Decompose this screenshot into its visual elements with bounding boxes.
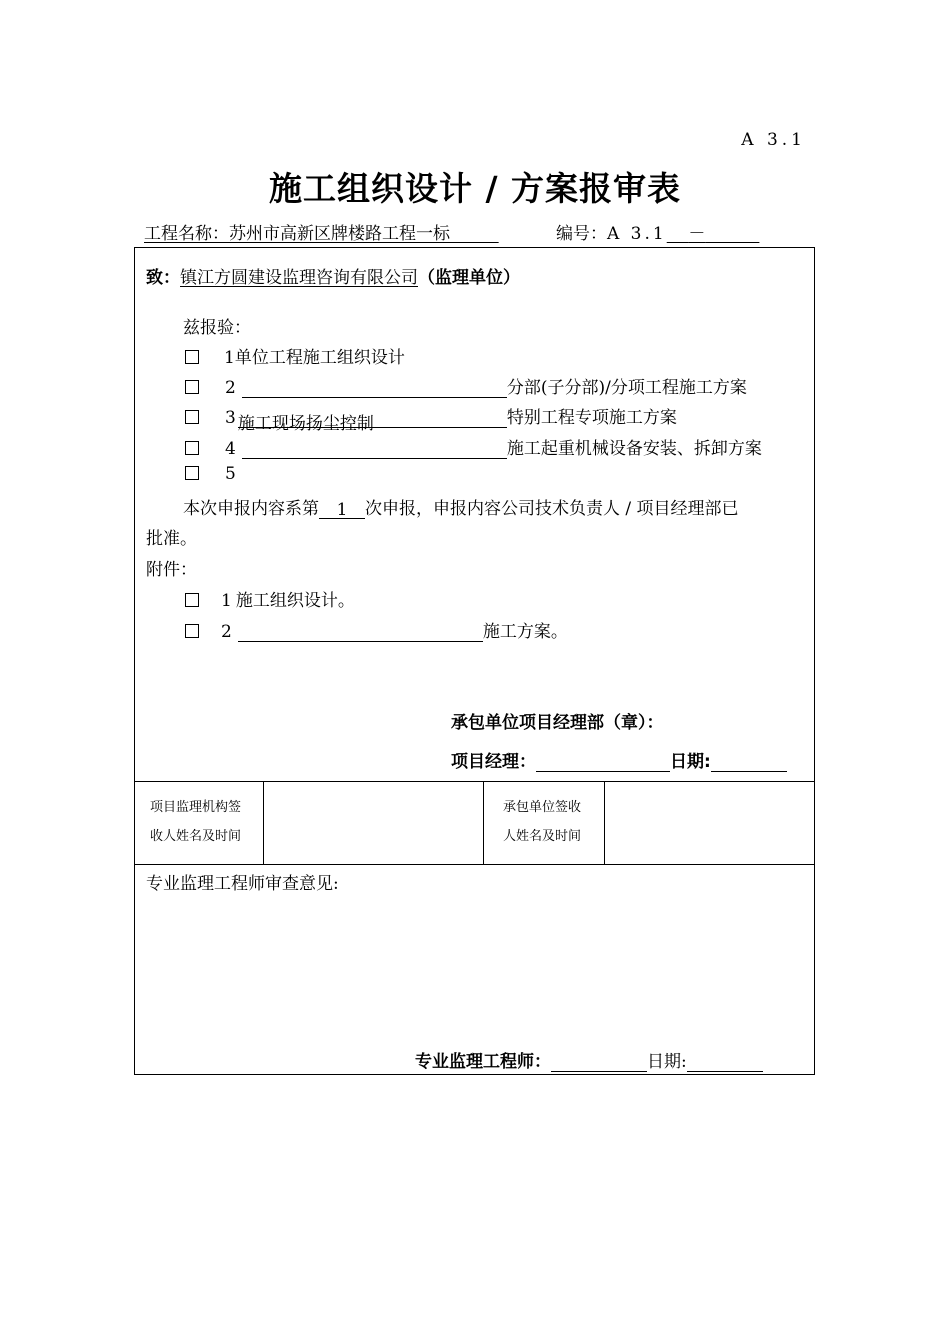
addressee-line (146, 263, 520, 288)
declaration-cont: 批准。 (146, 529, 197, 549)
checkbox[interactable] (185, 624, 199, 638)
fill-blank[interactable] (242, 440, 507, 459)
fill-blank[interactable] (238, 623, 483, 642)
fill-blank[interactable] (242, 379, 507, 398)
engineer-sign-line: 专业监理工程师： 日期: (415, 1047, 763, 1072)
project-name-line (144, 219, 499, 244)
number-separator: － (688, 224, 706, 244)
supervision-unit: 镇江方圆建设监理咨询有限公司 (180, 268, 418, 288)
review-section (135, 863, 814, 1074)
contractor-dept-label: 承包单位项目经理部（章）： (451, 713, 664, 733)
checkbox[interactable] (185, 410, 199, 424)
submission-section (135, 248, 814, 781)
list-item: 3 施工现场扬尘控制 特别工程专项施工方案 (185, 403, 677, 428)
checkbox[interactable] (185, 380, 199, 394)
number-label: 编号： (556, 224, 607, 244)
number-value: A 3.1 (607, 224, 667, 244)
submission-count: 1 (336, 500, 348, 520)
attachment-item: 2 施工方案。 (185, 617, 568, 642)
submit-intro: 兹报验： (183, 318, 251, 338)
review-opinion-label: 专业监理工程师审查意见: (146, 874, 339, 894)
receipt-row (135, 781, 814, 865)
engineer-date-field[interactable] (687, 1053, 763, 1072)
project-name: 苏州市高新区牌楼路工程一标 (229, 224, 450, 244)
fill-blank[interactable]: 施工现场扬尘控制 (238, 409, 507, 428)
declaration: 本次申报内容系第 1 次申报，申报内容公司技术负责人 / 项目经理部已 (183, 499, 739, 520)
checkbox[interactable] (185, 593, 199, 607)
form-number-line (556, 219, 759, 244)
checkbox[interactable] (185, 350, 199, 364)
supervisor-receipt-field[interactable] (264, 782, 483, 864)
manager-date-field[interactable] (711, 753, 787, 772)
manager-sign-line: 项目经理： 日期: (451, 747, 787, 772)
attachments-label: 附件： (146, 560, 197, 580)
manager-signature-field[interactable] (536, 753, 670, 772)
checkbox[interactable] (185, 441, 199, 455)
form-code: A 3.1 (741, 130, 806, 150)
list-item: 5 (185, 464, 236, 484)
list-item: 1单位工程施工组织设计 (185, 343, 405, 368)
unit-suffix: （监理单位） (418, 268, 520, 288)
supervisor-receipt-label: 项目监理机构签 收人姓名及时间 (150, 800, 242, 844)
attachment-item: 1 施工组织设计。 (185, 586, 355, 611)
to-label: 致： (146, 268, 180, 288)
engineer-signature-field[interactable] (551, 1053, 647, 1072)
checkbox[interactable] (185, 466, 199, 480)
list-item: 4 施工起重机械设备安装、拆卸方案 (185, 434, 762, 459)
contractor-receipt-field[interactable] (605, 782, 814, 864)
review-form (134, 247, 815, 1075)
project-name-label: 工程名称： (144, 224, 229, 244)
page-title: 施工组织设计 / 方案报审表 (268, 169, 682, 208)
contractor-receipt-label: 承包单位签收 人姓名及时间 (503, 800, 582, 844)
list-item: 2 分部(子分部)/分项工程施工方案 (185, 373, 747, 398)
